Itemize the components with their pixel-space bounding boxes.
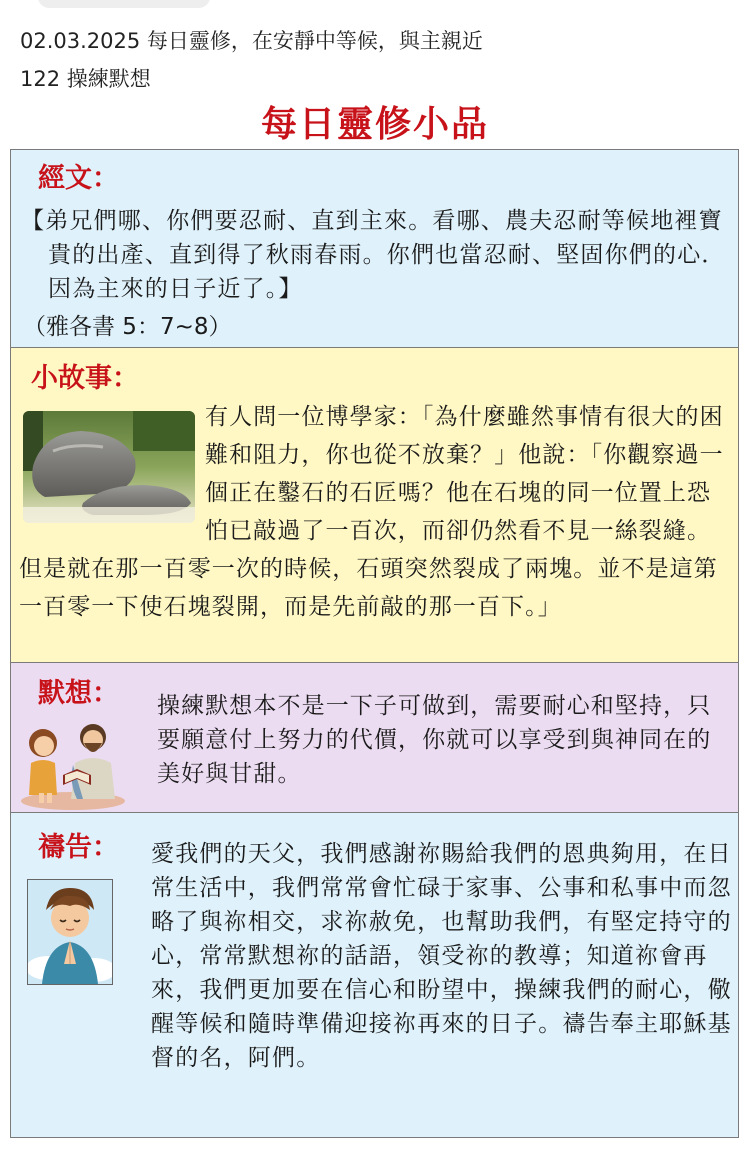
prayer-panel [10,812,739,1138]
story-label: 小故事： [31,363,139,394]
image-spacer [19,398,205,550]
scripture-text-block [21,204,733,306]
story-text-block [19,398,733,626]
meditation-panel [10,662,739,813]
scripture-reference: （雅各書 5：7~8） [23,314,232,340]
prayer-label: 禱告： [38,832,119,863]
scripture-label: 經文： [38,163,119,194]
story-panel [10,347,739,663]
meditation-label: 默想： [38,678,119,709]
top-bar-remnant [38,0,210,8]
reading-bible-illustration [13,713,133,811]
scripture-text: 【弟兄們哪、你們要忍耐、直到主來。看哪、農夫忍耐等候地裡寶貴的出產、直到得了秋雨春雨。你們也當忍耐、堅固你們的心．因為主來的日子近了。】 [21,208,726,302]
topic-heading: 122 操練默想 [20,67,151,91]
date-heading: 02.03.2025 每日靈修，在安靜中等候，與主親近 [20,29,483,53]
page-title: 每日靈修小品 [260,104,489,145]
story-text: 有人問一位博學家：「為什麼雖然事情有很大的困難和阻力，你也從不放棄？」他說：「你觀察過一個正在鑿石的石匠嗎？他在石塊的同一位置上恐怕已敲過了一百次，而卻仍然看不見一絲裂縫。但是就在那一百零一次的時候，石頭突然裂成了兩塊。並不是這第一百零一下使石塊裂開，而是先前敲的那一百下。」 [19,404,724,620]
praying-child-illustration [27,879,113,985]
prayer-text: 愛我們的天父，我們感謝祢賜給我們的恩典夠用，在日常生活中，我們常常會忙碌于家事、公事和私事中而忽略了與祢相交，求祢赦免，也幫助我們，有堅定持守的心，常常默想祢的話語，領受祢的教導；知道祢會再來，我們更加要在信心和盼望中，操練我們的耐心，儆醒等候和隨時準備迎接祢再來的日子。禱告奉主耶穌基督的名，阿們。 [151,841,732,1071]
meditation-text: 操練默想本不是一下子可做到，需要耐心和堅持，只要願意付上努力的代價，你就可以享受到與神同在的美好與甘甜。 [157,693,712,787]
scripture-panel [10,149,739,348]
